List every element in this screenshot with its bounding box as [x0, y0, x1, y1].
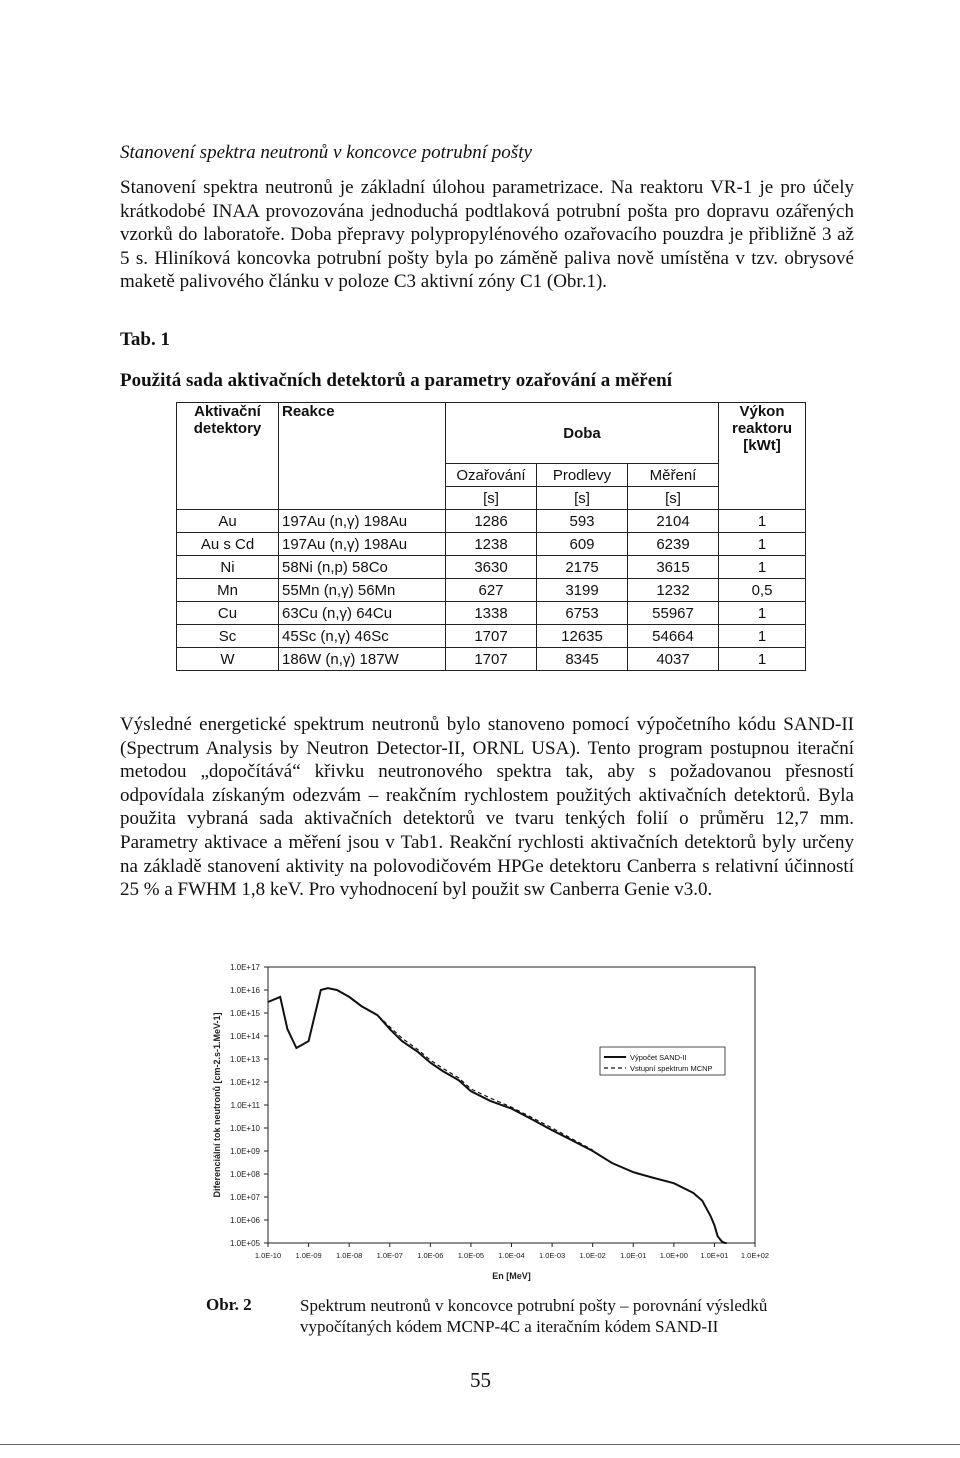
x-tick-label: 1.0E+02 [740, 1251, 770, 1260]
header-irradiation: Ozařování [446, 464, 537, 487]
cell-detector: Ni [177, 556, 279, 579]
cell-irradiation: 1707 [446, 625, 537, 648]
y-tick-label: 1.0E+11 [230, 1101, 260, 1110]
cell-irradiation: 627 [446, 579, 537, 602]
section-heading: Stanovení spektra neutronů v koncovce potrubní pošty [120, 142, 532, 163]
y-tick-label: 1.0E+16 [229, 986, 260, 995]
page-number: 55 [470, 1368, 491, 1392]
cell-power: 1 [719, 648, 806, 671]
series-line-mcnp [349, 997, 593, 1150]
y-tick-label: 1.0E+09 [229, 1147, 260, 1156]
cell-reaction: 63Cu (n,γ) 64Cu [279, 602, 446, 625]
cell-reaction: 197Au (n,γ) 198Au [279, 533, 446, 556]
x-tick-label: 1.0E-08 [336, 1251, 363, 1260]
neutron-spectrum-chart [200, 955, 770, 1285]
x-tick-label: 1.0E-10 [254, 1251, 282, 1260]
cell-detector: Au s Cd [177, 533, 279, 556]
cell-detector: Cu [177, 602, 279, 625]
x-tick-label: 1.0E+01 [700, 1251, 729, 1260]
y-tick-label: 1.0E+13 [229, 1055, 260, 1064]
series-line-sand-ii [268, 988, 727, 1243]
header-delay: Prodlevy [537, 464, 628, 487]
unit-irradiation: [s] [446, 487, 537, 510]
footer-rule [0, 1444, 960, 1445]
table-label: Tab. 1 [120, 329, 170, 350]
detector-table [176, 402, 806, 671]
x-tick-label: 1.0E-02 [579, 1251, 606, 1260]
table-title: Použitá sada aktivačních detektorů a parametry ozařování a měření [120, 370, 672, 391]
x-tick-label: 1.0E-07 [376, 1251, 403, 1260]
y-tick-label: 1.0E+12 [229, 1078, 260, 1087]
x-tick-label: 1.0E-04 [498, 1251, 525, 1260]
table-row [177, 556, 806, 579]
cell-reaction: 45Sc (n,γ) 46Sc [279, 625, 446, 648]
cell-detector: Sc [177, 625, 279, 648]
figure-label: Obr. 2 [206, 1295, 252, 1314]
cell-measurement: 54664 [628, 625, 719, 648]
cell-measurement: 6239 [628, 533, 719, 556]
x-tick-label: 1.0E-03 [538, 1251, 566, 1260]
table-row [177, 533, 806, 556]
figure-caption: Spektrum neutronů v koncovce potrubní pošty – porovnání výsledků vypočítaných kódem MCNP-4C a iteračním kódem SAND-II [300, 1296, 768, 1336]
cell-irradiation: 1286 [446, 510, 537, 533]
table-row [177, 648, 806, 671]
cell-measurement: 1232 [628, 579, 719, 602]
cell-detector: W [177, 648, 279, 671]
cell-power: 1 [719, 625, 806, 648]
legend-entry: Vstupní spektrum MCNP [630, 1064, 713, 1073]
table-row [177, 510, 806, 533]
cell-detector: Mn [177, 579, 279, 602]
y-tick-label: 1.0E+06 [229, 1216, 260, 1225]
cell-delay: 12635 [537, 625, 628, 648]
cell-reaction: 186W (n,γ) 187W [279, 648, 446, 671]
cell-reaction: 197Au (n,γ) 198Au [279, 510, 446, 533]
cell-reaction: 58Ni (n,p) 58Co [279, 556, 446, 579]
cell-measurement: 2104 [628, 510, 719, 533]
y-tick-label: 1.0E+08 [229, 1170, 260, 1179]
cell-delay: 6753 [537, 602, 628, 625]
x-tick-label: 1.0E-05 [457, 1251, 485, 1260]
cell-delay: 609 [537, 533, 628, 556]
cell-measurement: 4037 [628, 648, 719, 671]
y-tick-label: 1.0E+07 [229, 1193, 260, 1202]
cell-irradiation: 3630 [446, 556, 537, 579]
header-measurement: Měření [628, 464, 719, 487]
unit-measurement: [s] [628, 487, 719, 510]
cell-power: 0,5 [719, 579, 806, 602]
cell-irradiation: 1338 [446, 602, 537, 625]
plot-frame [268, 967, 755, 1243]
cell-delay: 2175 [537, 556, 628, 579]
unit-delay: [s] [537, 487, 628, 510]
cell-delay: 593 [537, 510, 628, 533]
cell-delay: 8345 [537, 648, 628, 671]
legend-entry: Výpočet SAND-II [630, 1053, 687, 1062]
y-tick-label: 1.0E+17 [229, 963, 260, 972]
table-row [177, 625, 806, 648]
x-tick-label: 1.0E+00 [659, 1251, 688, 1260]
cell-power: 1 [719, 556, 806, 579]
cell-measurement: 55967 [628, 602, 719, 625]
cell-power: 1 [719, 510, 806, 533]
cell-power: 1 [719, 602, 806, 625]
cell-delay: 3199 [537, 579, 628, 602]
header-power [719, 403, 806, 510]
y-tick-label: 1.0E+05 [229, 1239, 260, 1248]
paragraph-method: Výsledné energetické spektrum neutronů bylo stanoveno pomocí výpočetního kódu SAND-II (Spectrum Analysis by Neutron Detector-II, ORNL USA). Tento program postupnou iterační metodou „dopočítává“ křivku neutronového spektra tak, aby s požadovanou přesností odpovídala získaným odezvám – reakčním rychlostem použitých aktivačních detektorů. Byla použita vybraná sada aktivačních detektorů ve tvaru tenkých folií o průměru 12,7 mm. Parametry aktivace a měření jsou v Tab1. Reakční rychlosti aktivačních detektorů byly určeny na základě stanovení aktivity na polovodičovém HPGe detektoru Canberra s relativní účinností 25 % a FWHM 1,8 keV. Pro vyhodnocení byl použit sw Canberra Genie v3.0. [120, 714, 854, 901]
x-tick-label: 1.0E-01 [620, 1251, 647, 1260]
header-power-text: Výkon reaktoru [kWt] [731, 403, 793, 454]
cell-power: 1 [719, 533, 806, 556]
paragraph-intro: Stanovení spektra neutronů je základní úlohou parametrizace. Na reaktoru VR-1 je pro účely krátkodobé INAA provozována jednoduchá podtlaková potrubní pošta pro dopravu ozářených vzorků do laboratoře. Doba přepravy polypropylénového ozařovacího pouzdra je přibližně 3 až 5 s. Hliníková koncovka potrubní pošty byla po záměně paliva nově umístěna v tzv. obrysové maketě palivového článku v poloze C3 aktivní zóny C1 (Obr.1). [120, 177, 854, 293]
header-duration: Doba [446, 403, 719, 464]
y-tick-label: 1.0E+14 [229, 1032, 260, 1041]
header-reaction: Reakce [279, 403, 446, 510]
y-axis-label: Diferenciální tok neutronů [cm-2.s-1.MeV-1] [212, 1012, 222, 1198]
cell-detector: Au [177, 510, 279, 533]
x-tick-label: 1.0E-09 [295, 1251, 322, 1260]
cell-reaction: 55Mn (n,γ) 56Mn [279, 579, 446, 602]
y-tick-label: 1.0E+15 [229, 1009, 260, 1018]
x-axis-label: En [MeV] [492, 1271, 531, 1281]
x-tick-label: 1.0E-06 [417, 1251, 444, 1260]
table-row [177, 579, 806, 602]
header-detectors: Aktivační detektory [177, 403, 279, 510]
cell-irradiation: 1707 [446, 648, 537, 671]
cell-measurement: 3615 [628, 556, 719, 579]
y-tick-label: 1.0E+10 [229, 1124, 260, 1133]
cell-irradiation: 1238 [446, 533, 537, 556]
table-row [177, 602, 806, 625]
